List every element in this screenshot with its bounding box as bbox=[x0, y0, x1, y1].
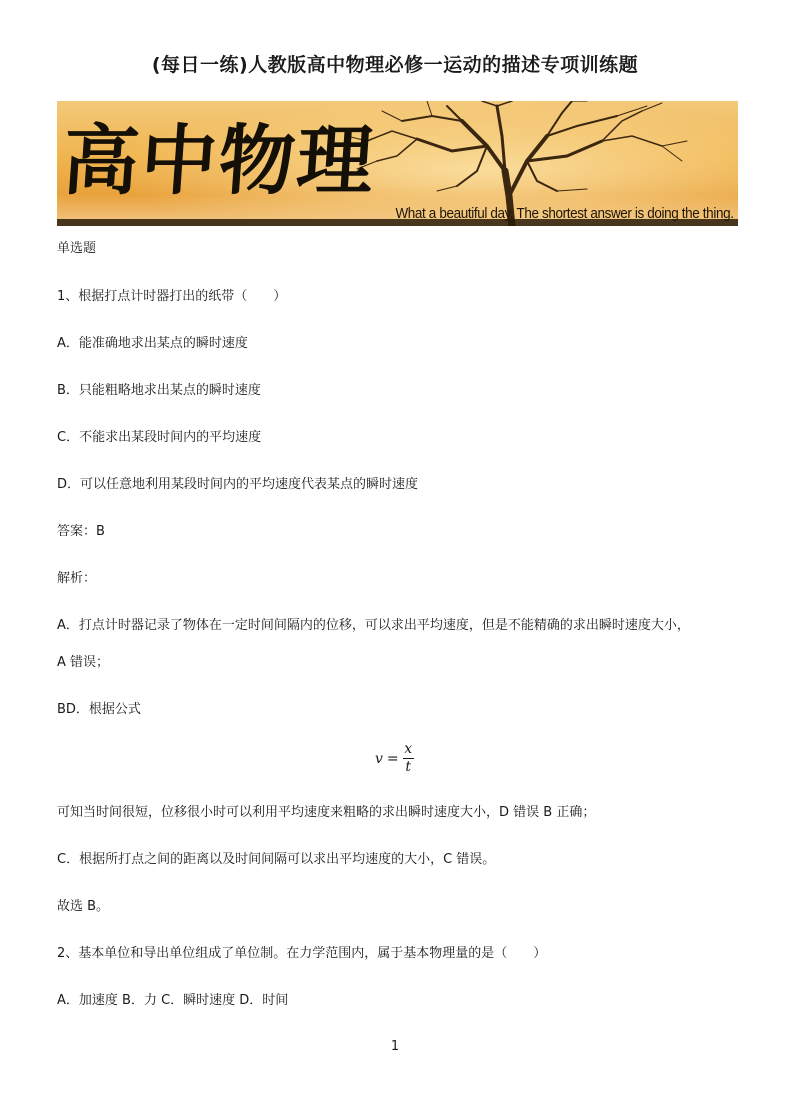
formula-fraction bbox=[403, 742, 414, 775]
analysis-c: C．根据所打点之间的距离以及时间间隔可以求出平均速度的大小，C 错误。 bbox=[57, 852, 496, 867]
velocity-formula bbox=[375, 742, 414, 775]
question-2-stem: 2、基本单位和导出单位组成了单位制。在力学范围内，属于基本物理量的是（ ） bbox=[57, 946, 547, 961]
analysis-bd: BD．根据公式 bbox=[57, 702, 141, 717]
formula-equals: = bbox=[386, 750, 399, 767]
formula-lhs: v bbox=[375, 750, 383, 767]
formula-numerator: x bbox=[404, 741, 413, 757]
formula-denominator: t bbox=[405, 759, 411, 775]
analysis-a-line-1: A．打点计时器记录了物体在一定时间间隔内的位移，可以求出平均速度，但是不能精确的求出瞬时速度大小， bbox=[57, 618, 690, 633]
question-2-options: A．加速度 B．力 C．瞬时速度 D．时间 bbox=[57, 993, 289, 1008]
question-1-answer: 答案：B bbox=[57, 524, 105, 539]
question-1-option-c: C．不能求出某段时间内的平均速度 bbox=[57, 430, 262, 445]
section-heading: 单选题 bbox=[57, 241, 97, 256]
question-1-stem: 1、根据打点计时器打出的纸带（ ） bbox=[57, 289, 287, 304]
page-number: 1 bbox=[390, 1039, 400, 1054]
question-1-conclusion: 故选 B。 bbox=[57, 899, 110, 914]
banner-title: 高中物理 bbox=[59, 116, 379, 205]
question-1-option-b: B．只能粗略地求出某点的瞬时速度 bbox=[57, 383, 261, 398]
document-title: (每日一练)人教版高中物理必修一运动的描述专项训练题 bbox=[151, 54, 639, 76]
analysis-a-line-2: A 错误； bbox=[57, 655, 110, 670]
header-banner bbox=[57, 101, 738, 226]
analysis-bd-continued: 可知当时间很短，位移很小时可以利用平均速度来粗略的求出瞬时速度大小，D 错误 B 正确； bbox=[57, 805, 596, 820]
question-1-option-a: A．能准确地求出某点的瞬时速度 bbox=[57, 336, 248, 351]
analysis-label: 解析： bbox=[57, 571, 97, 586]
question-1-option-d: D．可以任意地利用某段时间内的平均速度代表某点的瞬时速度 bbox=[57, 477, 419, 492]
banner-slogan: What a beautiful day. The shortest answer is doing the thing. bbox=[395, 206, 734, 222]
